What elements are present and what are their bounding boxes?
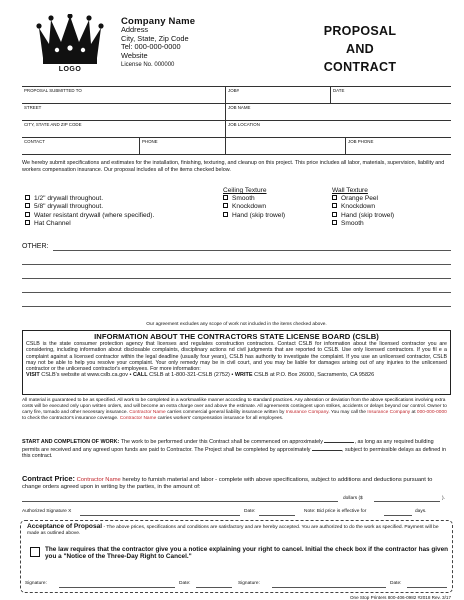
license-number: License No. 000000 [121,62,175,69]
crown-logo-icon [35,14,105,66]
drywall-options [25,187,154,228]
customer-date-2-field[interactable] [407,587,447,588]
option-ceiling-knockdown[interactable]: Knockdown [223,203,285,211]
other-label: OTHER: [22,243,49,250]
job-name-field[interactable]: JOB NAME [228,105,251,110]
checkbox-icon[interactable] [25,195,30,200]
amount-words-field[interactable] [22,501,338,502]
option-wall-knockdown[interactable]: Knockdown [332,203,394,211]
ceiling-texture-heading: Ceiling Texture [223,187,267,194]
exclusion-note: Our agreement excludes any scope of work not included in the items checked above. [146,322,327,327]
right-to-cancel-checkbox[interactable] [30,547,40,557]
company-info [121,18,195,69]
customer-signature-2-field[interactable] [272,587,386,588]
date-field[interactable]: DATE [333,88,345,93]
start-date-field[interactable] [324,438,354,443]
document-title [305,22,415,76]
other-line-3[interactable] [22,278,451,279]
street-field[interactable]: STREET [22,104,226,120]
customer-info-grid [22,86,451,155]
option-ceiling-smooth[interactable]: Smooth [223,195,285,203]
grid-blank-cell[interactable] [226,138,346,154]
amount-row: dollars ($ ). [22,495,451,505]
job-location-field[interactable]: JOB LOCATION [228,122,260,127]
proposal-submitted-to-field[interactable]: PROPOSAL SUBMITTED TO [22,87,226,103]
option-five-eighths-drywall[interactable]: 5/8" drywall throughout. [25,203,154,211]
checkbox-icon[interactable] [332,220,337,225]
option-wall-orange-peel[interactable]: Orange Peel [332,195,394,203]
right-to-cancel-notice: The law requires that the contractor give you a notice explaining your right to cancel. Initial the check box if the contractor has given you a "Notice of the Three-Day Right to Cancel." [45,546,449,561]
option-hat-channel[interactable]: Hat Channel [25,220,154,228]
bid-days-field[interactable] [384,515,412,516]
cslb-title: INFORMATION ABOUT THE CONTRACTORS STATE LICENSE BOARD (CSLB) [94,332,379,341]
ceiling-texture-options [223,187,285,220]
grid-row-1 [22,87,451,104]
guarantee-paragraph: All material is guaranteed to be as specified. All work to be completed in a workmanlike manner according to standard practices. Any alteration or deviation from the above specifications involving extra costs will be executed only upon written orders, and will become an extra charge over and above the estimate. All agreements contingent upon strikes, accidents or delays beyond our control. Owner to carry fire, tornado and other necessary insurance. Contractor Name carries commercial general liability insurance written by Insurance Company. You may call the Insurance Company at 000-000-0000 to check the contractor's insurance coverage. Contractor Name carries workers' compensation insurance for all employees. [22,398,447,422]
title-line-2: AND [346,42,374,56]
proposal-page [9,6,455,600]
title-line-1: PROPOSAL [323,24,397,38]
completion-date-field[interactable] [312,446,342,451]
phone-field[interactable]: PHONE [140,138,226,154]
company-logo [35,14,105,80]
checkbox-icon[interactable] [223,203,228,208]
checkbox-icon[interactable] [25,212,30,217]
other-line-4[interactable] [22,292,451,293]
wall-texture-heading: Wall Texture [332,187,368,194]
checkbox-icon[interactable] [332,203,337,208]
customer-signature-row: Signature: Date: Signature: Date: [25,580,450,590]
amount-dollars-field[interactable] [374,501,440,502]
option-water-resistant-drywall[interactable]: Water resistant drywall (where specified). [25,212,154,220]
cslb-body: CSLB is the state consumer protection agency that licenses and regulates construction contractors. Contact CSLB for information about the licensed contractor you are considering, including information about disclosable complaints, disciplinary actions nd civil judgments that are reported to CSLB. Use only licensed contractors. If you fil e a complaint against a licensed contractor within the legal deadline (usually four years), CSLB has authority to investigate the complaint. If you use an unlicensed contractor, CSLB may not be able to help you resolve your complaint. Your only remedy may be in civil court, and you may be liable for damages arising out of any injuries to the unlicensed contractor or the unlicensed contractor's employees. For more information: [26,341,447,373]
checkbox-icon[interactable] [332,212,337,217]
option-wall-smooth[interactable]: Smooth [332,220,394,228]
contact-field[interactable]: CONTACT [22,138,140,154]
company-name: Company Name [121,16,196,27]
job-number-field[interactable]: JOB# [226,87,331,103]
cslb-contact-line: VISIT CSLB's website at www.cslb.ca.gov • CALL CSLB at 1-800-321-CSLB (2752) • WRITE CSLB at P.O. Box 26000, Sacramento, CA 95826 [26,372,375,379]
contract-price-label: Contract Price: [22,474,75,483]
grid-row-4 [22,138,451,155]
title-line-3: CONTRACT [323,60,397,74]
acceptance-label: Acceptance of Proposal [27,523,103,530]
other-line-2[interactable] [22,264,451,265]
authorized-signature-field[interactable] [80,515,240,516]
authorized-signature-row: Authorized Signature X Date: Note: Bid price is effective for days. [22,509,427,514]
intro-paragraph: We hereby submit specifications and estimates for the installation, finishing, texturing, and cleanup on this project. This price includes all labor, materials, supervision, liability and workers compensation insurance. Our proposal includes all of the items checked below. [22,160,445,173]
checkbox-icon[interactable] [25,203,30,208]
option-half-drywall[interactable]: 1/2" drywall throughout. [25,195,154,203]
checkbox-icon[interactable] [223,212,228,217]
authorized-date-field[interactable] [259,515,295,516]
start-completion-paragraph: START AND COMPLETION OF WORK: The work to be performed under this Contract shall be commenced on approximately , as long as any required building permits are received and any agreed upon funds are paid to Contractor. The Project shall be completed by approximately , subject to permissible delays as defined in this contract. [22,439,446,460]
company-address: Address [121,25,149,35]
printer-footer: One Stop Printers 800-406-0982 #2018 Rev. 3/17 [349,595,451,600]
customer-signature-1-field[interactable] [59,587,175,588]
checkbox-icon[interactable] [332,195,337,200]
company-city: City, State, Zip Code [121,33,189,43]
city-state-zip-field[interactable]: CITY, STATE AND ZIP CODE [22,121,226,137]
grid-row-2 [22,104,451,121]
checkbox-icon[interactable] [25,220,30,225]
wall-texture-options [332,187,394,228]
acceptance-section [20,520,453,593]
job-phone-field[interactable]: JOB PHONE [348,139,374,144]
cslb-info-box [22,330,451,395]
company-tel: Tel: 000-000-0000 [121,42,181,52]
other-line-5[interactable] [22,306,451,307]
grid-row-3 [22,121,451,138]
other-line-1[interactable] [53,250,451,251]
logo-text: LOGO [58,66,82,73]
option-ceiling-hand[interactable]: Hand (skip trowel) [223,212,285,220]
contract-price-paragraph: Contract Price: Contractor Name hereby to furnish material and labor - complete with above specifications, subject to additions and deductions pursuant to change orders agreed upon in writing by the parties, in the amount of: [22,474,433,491]
customer-date-1-field[interactable] [196,587,232,588]
company-website: Website [121,50,148,60]
checkbox-icon[interactable] [223,195,228,200]
option-wall-hand[interactable]: Hand (skip trowel) [332,212,394,220]
acceptance-paragraph: Acceptance of Proposal - The above prices, specifications and conditions are satisfactory and are hereby accepted. You are authorized to do the work as specified. Payment will be made as outlined above. [27,523,439,536]
